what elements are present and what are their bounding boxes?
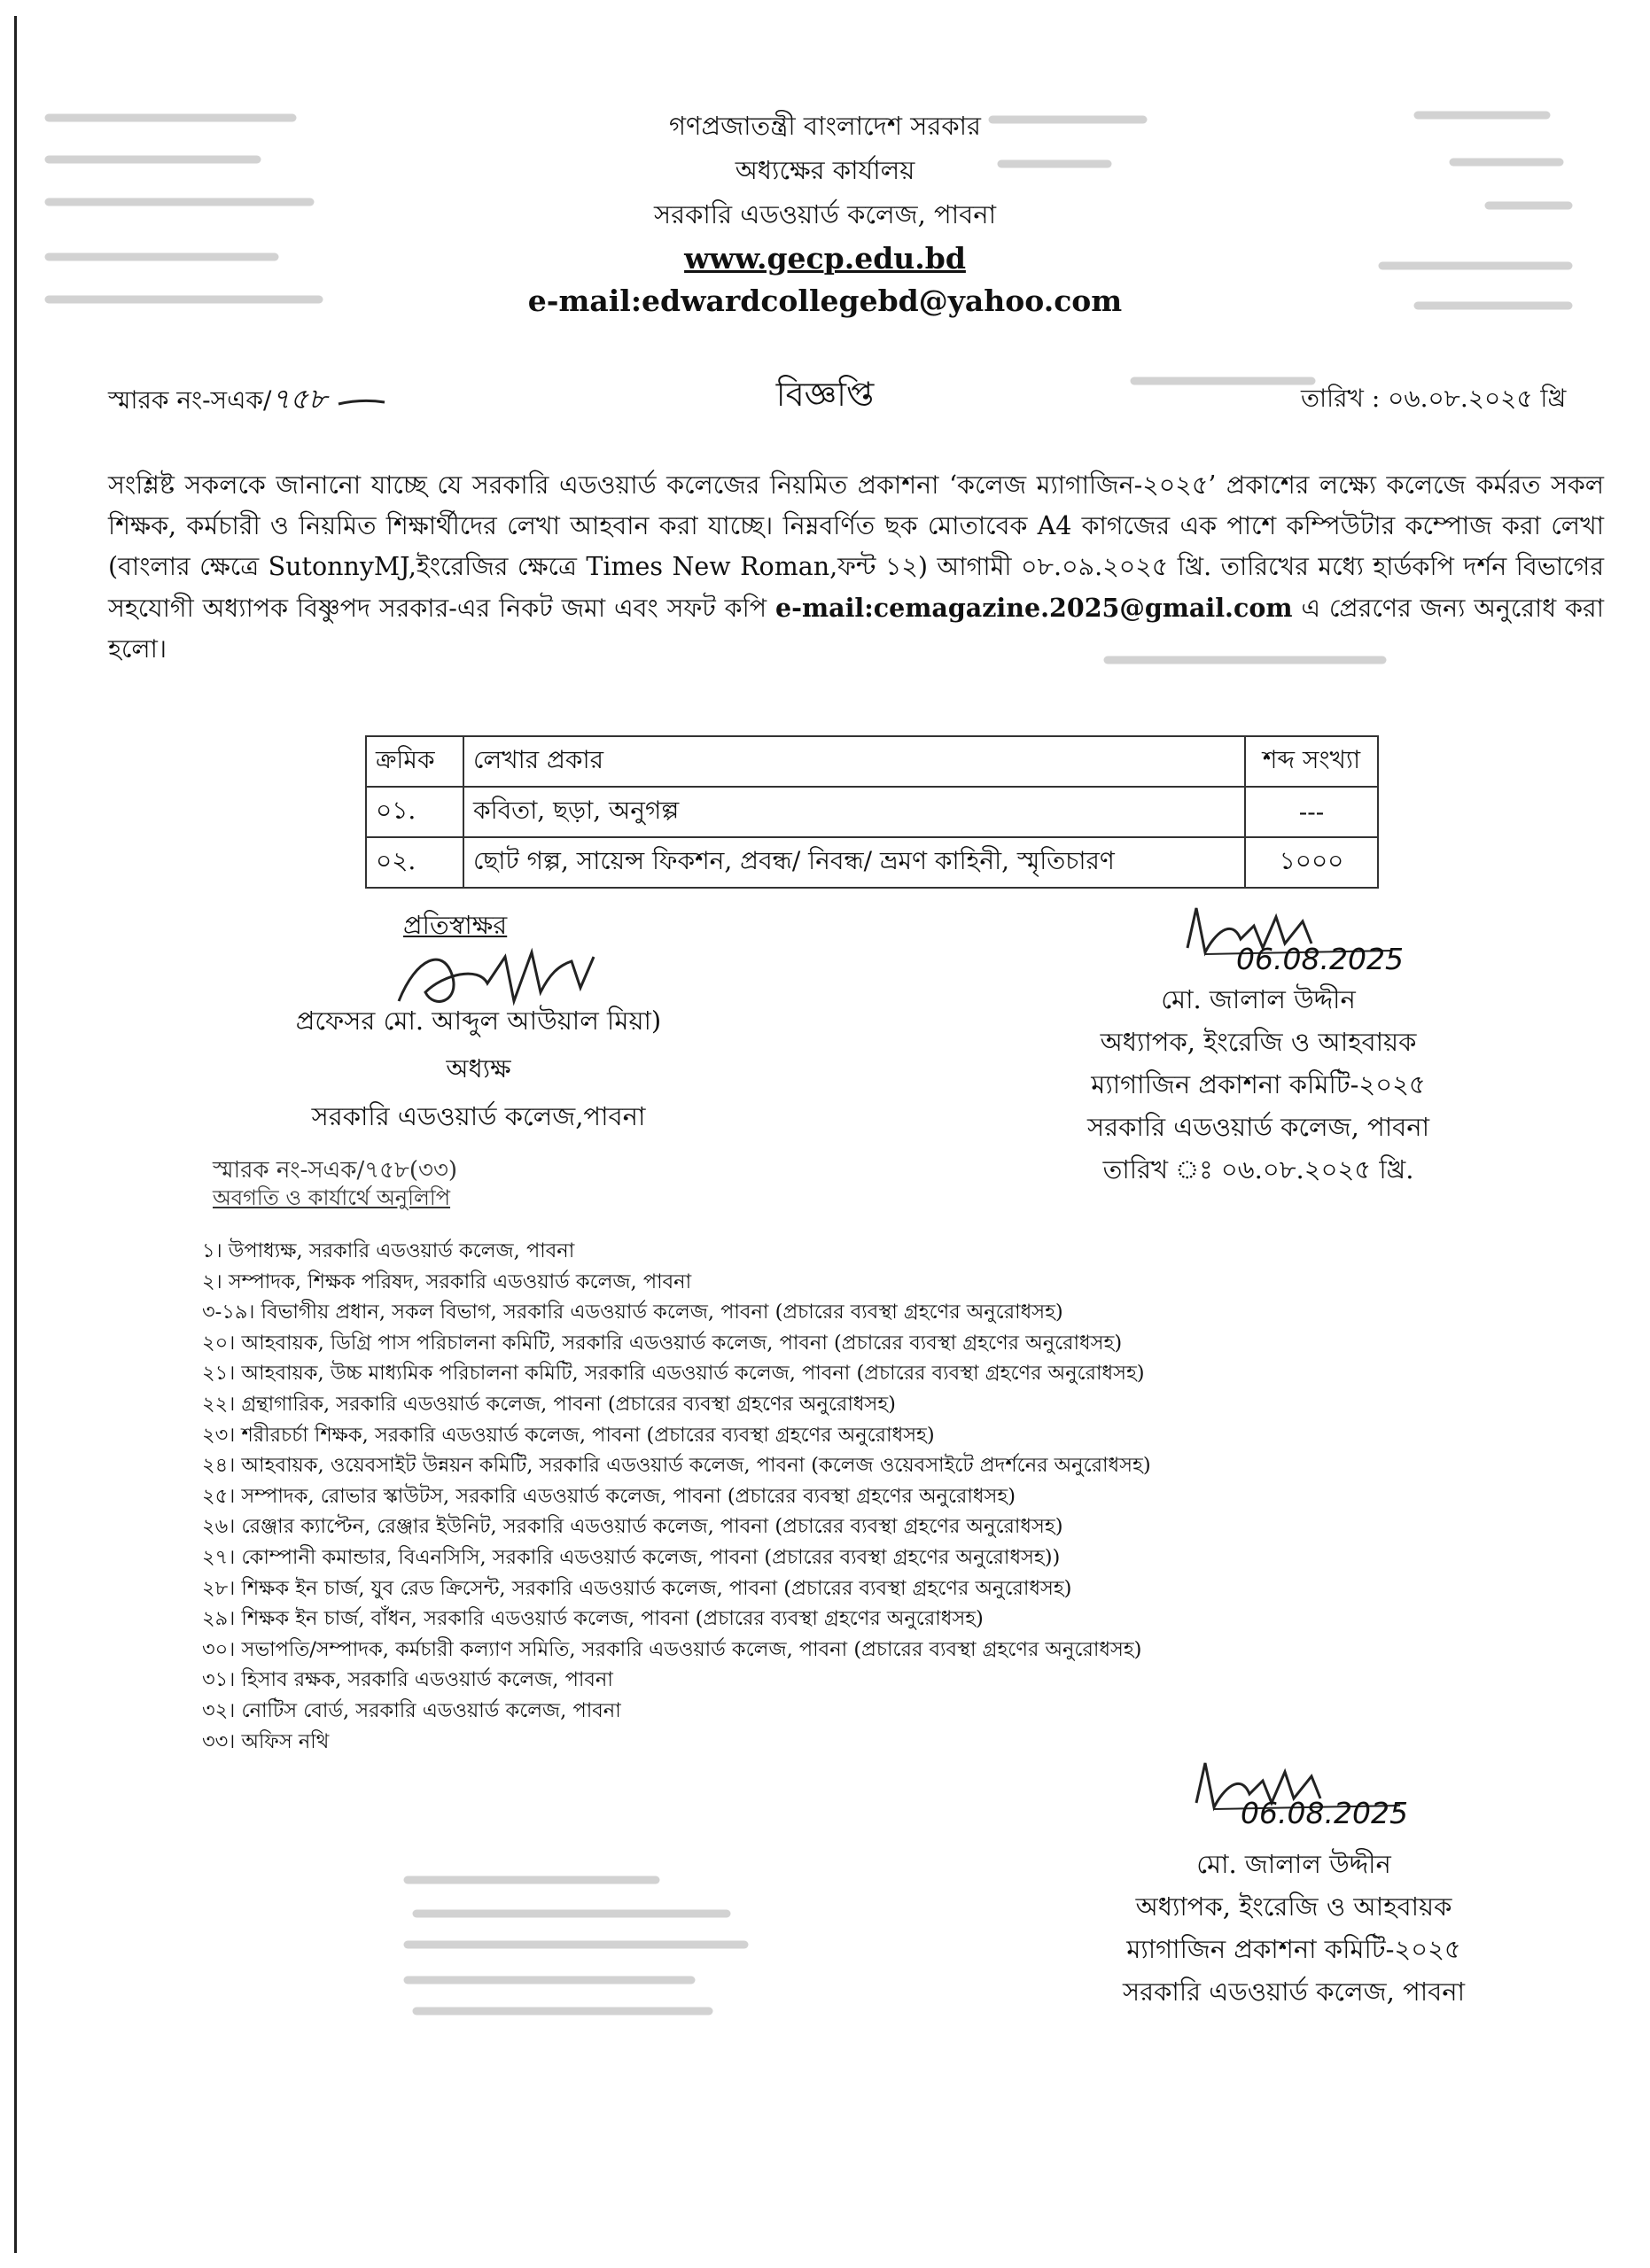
government-title: গণপ্রজাতন্ত্রী বাংলাদেশ সরকার — [668, 111, 982, 141]
college-email: e-mail:edwardcollegebd@yahoo.com — [527, 284, 1123, 318]
list-item: ২। সম্পাদক, শিক্ষক পরিষদ, সরকারি এডওয়ার্ড কলেজ, পাবনা — [202, 1270, 692, 1293]
table-header-row — [366, 736, 1378, 787]
row-word-count: ১০০০ — [1245, 837, 1378, 888]
body-main-text: সংশ্লিষ্ট সকলকে জানানো যাচ্ছে যে সরকারি এডওয়ার্ড কলেজের নিয়মিত প্রকাশনা ‘কলেজ ম্যাগাজিন-২০২৫’ প্রকাশের লক্ষ্যে কলেজে কর্মরত সকল শিক্ষক, কর্মচারী ও নিয়মিত শিক্ষার্থীদের লেখা আহবান করা যাচ্ছে। নিম্নবর্ণিত ছক মোতাবেক A4 কাগজের এক পাশে কম্পিউটার কম্পোজ করা লেখা (বাংলার ক্ষেত্রে SutonnyMJ,ইংরেজির ক্ষেত্রে Times New Roman,ফন্ট ১২) আগামী ০৮.০৯.২০২৫ খ্রি. তারিখের মধ্যে হার্ডকপি দর্শন বিভাগের সহযোগী অধ্যাপক বিষ্ণুপদ সরকার-এর নিকট জমা এবং সফট কপি — [108, 470, 1604, 623]
list-item: ২১। আহবায়ক, উচ্চ মাধ্যমিক পরিচালনা কমিটি, সরকারি এডওয়ার্ড কলেজ, পাবনা (প্রচারের ব্যবস্থা গ্রহণের অনুরোধসহ) — [202, 1362, 1145, 1386]
office-title: অধ্যক্ষের কার্যালয় — [735, 155, 915, 185]
list-item: ২৯। শিক্ষক ইন চার্জ, বাঁধন, সরকারি এডওয়ার্ড কলেজ, পাবনা (প্রচারের ব্যবস্থা গ্রহণের অনুরোধসহ) — [202, 1607, 984, 1631]
convener-block — [1010, 978, 1506, 1191]
copy-list — [202, 1236, 1151, 1757]
header-writing-type: লেখার প্রকার — [463, 736, 1245, 787]
principal-block — [257, 999, 700, 1138]
row-serial: ০২. — [366, 837, 463, 888]
list-item: ২৩। শরীরচর্চা শিক্ষক, সরকারি এডওয়ার্ড কলেজ, পাবনা (প্রচারের ব্যবস্থা গ্রহণের অনুরোধসহ) — [202, 1423, 935, 1447]
convener-sign-date: 06.08.2025 — [1236, 942, 1404, 976]
convener-designation: অধ্যাপক, ইংরেজি ও আহবায়ক — [1100, 1027, 1417, 1057]
table-row — [366, 837, 1378, 888]
list-item: ২৪। আহবায়ক, ওয়েবসাইট উন্নয়ন কমিটি, সরকারি এডওয়ার্ড কলেজ, পাবনা (কলেজ ওয়েবসাইটে প্রদর্শনের অনুরোধসহ) — [202, 1454, 1151, 1478]
convener-bottom-sign-date: 06.08.2025 — [1241, 1796, 1408, 1830]
list-item: ২০। আহবায়ক, ডিগ্রি পাস পরিচালনা কমিটি, সরকারি এডওয়ার্ড কলেজ, পাবনা (প্রচারের ব্যবস্থা গ্রহণের অনুরোধসহ) — [202, 1331, 1123, 1355]
college-title: সরকারি এডওয়ার্ড কলেজ, পাবনা — [654, 199, 996, 229]
body-tail-text: এ প্রেরণের জন্য অনুরোধ করা হলো। — [108, 594, 1605, 664]
notice-date: তারিখ : ০৬.০৮.২০২৫ খ্রি — [1301, 384, 1567, 413]
convener-bottom-designation: অধ্যাপক, ইংরেজি ও আহবায়ক — [1135, 1891, 1452, 1922]
convener-date: তারিখ ঃ ০৬.০৮.২০২৫ খ্রি. — [1102, 1154, 1414, 1184]
copy-memo-reference: স্মারক নং-সএক/৭৫৮(৩৩) — [213, 1157, 458, 1184]
list-item: ২২। গ্রন্থাগারিক, সরকারি এডওয়ার্ড কলেজ, পাবনা (প্রচারের ব্যবস্থা গ্রহণের অনুরোধসহ) — [202, 1392, 896, 1416]
header-serial: ক্রমিক — [366, 736, 463, 787]
row-writing-type: কবিতা, ছড়া, অনুগল্প — [463, 787, 1245, 837]
list-item: ৩৩। অফিস নথি — [202, 1729, 330, 1753]
list-item: ১। উপাধ্যক্ষ, সরকারি এডওয়ার্ড কলেজ, পাবনা — [202, 1239, 575, 1262]
row-serial: ০১. — [366, 787, 463, 837]
header-word-count: শব্দ সংখ্যা — [1245, 736, 1378, 787]
convener-bottom-college: সরকারি এডওয়ার্ড কলেজ, পাবনা — [1123, 1977, 1465, 2007]
convener-bottom-committee: ম্যাগাজিন প্রকাশনা কমিটি-২০২৫ — [1126, 1934, 1461, 1964]
list-item: ৩১। হিসাব রক্ষক, সরকারি এডওয়ার্ড কলেজ, পাবনা — [202, 1668, 613, 1692]
convener-bottom-name: মো. জালাল উদ্দীন — [1196, 1849, 1391, 1879]
principal-name: প্রফেসর মো. আব্দুল আউয়াল মিয়া) — [295, 1006, 662, 1036]
list-item: ২৭। কোম্পানী কমান্ডার, বিএনসিসি, সরকারি এডওয়ার্ড কলেজ, পাবনা (প্রচারের ব্যবস্থা গ্রহণের অনুরোধসহ)) — [202, 1545, 1061, 1569]
principal-college: সরকারি এডওয়ার্ড কলেজ,পাবনা — [311, 1101, 646, 1131]
list-item: ২৬। রেঞ্জার ক্যাপ্টেন, রেঞ্জার ইউনিট, সরকারি এডওয়ার্ড কলেজ, পাবনা (প্রচারের ব্যবস্থা গ্রহণের অনুরোধসহ) — [202, 1515, 1063, 1539]
submission-email: e-mail:cemagazine.2025@gmail.com — [774, 593, 1293, 623]
list-item: ৩২। নোটিস বোর্ড, সরকারি এডওয়ার্ড কলেজ, পাবনা — [202, 1698, 621, 1722]
list-item: ২৮। শিক্ষক ইন চার্জ, যুব রেড ক্রিসেন্ট, সরকারি এডওয়ার্ড কলেজ, পাবনা (প্রচারের ব্যবস্থা গ্রহণের অনুরোধসহ) — [202, 1576, 1072, 1600]
memo-ref-number: ৭৫৮ — [271, 382, 327, 416]
notice-body — [108, 465, 1604, 670]
principal-designation: অধ্যক্ষ — [446, 1053, 511, 1084]
list-item: ৩০। সভাপতি/সম্পাদক, কর্মচারী কল্যাণ সমিতি, সরকারি এডওয়ার্ড কলেজ, পাবনা (প্রচারের ব্যবস্থা গ্রহণের অনুরোধসহ) — [202, 1637, 1142, 1661]
countersign-label: প্রতিস্বাক্ষর — [403, 910, 508, 940]
memo-ref-label: স্মারক নং-সএক/ — [108, 385, 272, 415]
notice-title: বিজ্ঞপ্তি — [775, 375, 875, 414]
row-writing-type: ছোট গল্প, সায়েন্স ফিকশন, প্রবন্ধ/ নিবন্ধ/ ভ্রমণ কাহিনী, স্মৃতিচারণ — [463, 837, 1245, 888]
row-word-count: --- — [1245, 787, 1378, 837]
table-row — [366, 787, 1378, 837]
list-item: ৩-১৯। বিভাগীয় প্রধান, সকল বিভাগ, সরকারি এডওয়ার্ড কলেজ, পাবনা (প্রচারের ব্যবস্থা গ্রহণের অনুরোধসহ) — [202, 1301, 1063, 1324]
convener-college: সরকারি এডওয়ার্ড কলেজ, পাবনা — [1087, 1112, 1429, 1142]
copy-list-heading: অবগতি ও কার্যার্থে অনুলিপি — [213, 1185, 451, 1210]
writing-type-table — [365, 735, 1379, 889]
list-item: ২৫। সম্পাদক, রোভার স্কাউটস, সরকারি এডওয়ার্ড কলেজ, পাবনা (প্রচারের ব্যবস্থা গ্রহণের অনুরোধসহ) — [202, 1484, 1016, 1508]
convener-name: মো. জালাল উদ্দীন — [1161, 984, 1356, 1014]
college-website: www.gecp.edu.bd — [684, 241, 966, 276]
convener-committee: ম্যাগাজিন প্রকাশনা কমিটি-২০২৫ — [1091, 1069, 1426, 1099]
convener-bottom-block — [1046, 1843, 1542, 2013]
